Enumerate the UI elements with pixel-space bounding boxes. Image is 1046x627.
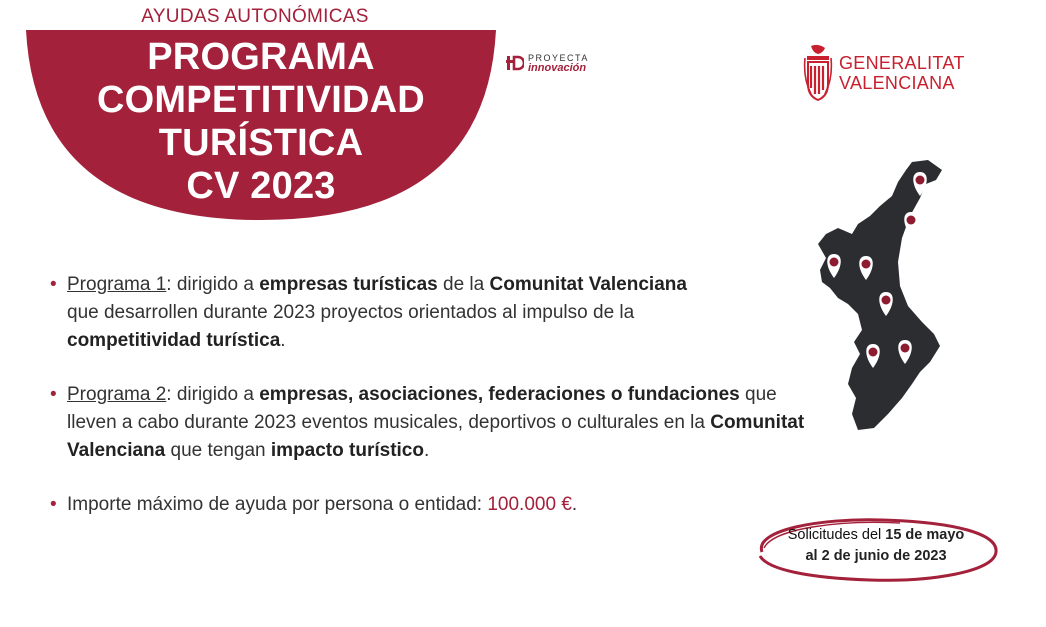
program-1-bold-2: Comunitat Valenciana (489, 274, 687, 295)
title-line-1: PROGRAMA (147, 36, 375, 78)
program-1-item (50, 271, 810, 355)
title-line-2: COMPETITIVIDAD (97, 79, 425, 121)
proyecta-logo-icon (506, 54, 524, 72)
title-line-3: TURÍSTICA (158, 122, 364, 164)
program-2-text-3: que tengan (165, 440, 271, 461)
program-2-bold-1: empresas, asociaciones, federaciones o fundaciones (259, 384, 740, 405)
dates-intro: Solicitudes del (787, 527, 886, 543)
program-2-text: : dirigido a (166, 384, 260, 405)
bullet-icon: • (50, 494, 57, 515)
bullet-icon: • (50, 384, 57, 405)
title-line-4: CV 2023 (186, 165, 336, 207)
program-2-end: . (423, 440, 430, 461)
bullet-icon: • (50, 274, 57, 295)
importe-end: . (571, 494, 578, 515)
proyecta-logo-line2: innovación (528, 62, 587, 74)
map-pin-icon (904, 212, 918, 236)
generalitat-valenciana-logo (803, 44, 965, 102)
program-1-label: Programa 1 (67, 274, 167, 295)
eyebrow-label: AYUDAS AUTONÓMICAS (141, 6, 369, 27)
dates-end: al 2 de junio de 2023 (805, 548, 947, 564)
program-2-item (50, 381, 810, 465)
program-2-label: Programa 2 (67, 384, 167, 405)
program-1-text-2: de la (437, 274, 490, 295)
importe-text: Importe máximo de ayuda por persona o entidad: (67, 494, 488, 515)
proyecta-innovacion-logo (506, 53, 589, 73)
program-2-bold-3: impacto turístico (270, 440, 424, 461)
proyecta-logo-line1: PROYECTA (528, 53, 589, 63)
program-1-end: . (280, 330, 286, 351)
program-1-bold-3: competitividad turística (67, 330, 281, 351)
importe-item (50, 491, 810, 519)
title-banner (26, 30, 496, 220)
generalitat-crest-icon (803, 44, 833, 102)
dates-start: 15 de mayo (885, 527, 965, 543)
application-dates-badge (750, 512, 1002, 586)
program-2-text-2: que lleven a cabo durante 2023 eventos musicales, deportivos o culturales en la (67, 384, 777, 433)
program-1-bold-1: empresas turísticas (259, 274, 438, 295)
program-1-text-3: que desarrollen durante 2023 proyectos orientados al impulso de la (67, 302, 635, 323)
generalitat-logo-line2: VALENCIANA (839, 73, 955, 93)
generalitat-logo-line1: GENERALITAT (839, 53, 965, 73)
program-list (50, 271, 810, 545)
program-1-text: : dirigido a (166, 274, 260, 295)
page-title (26, 36, 496, 208)
program-2-bold-2: Comunitat Valenciana (67, 412, 805, 461)
comunitat-valenciana-map (818, 158, 946, 432)
importe-amount: 100.000 € (487, 494, 572, 515)
